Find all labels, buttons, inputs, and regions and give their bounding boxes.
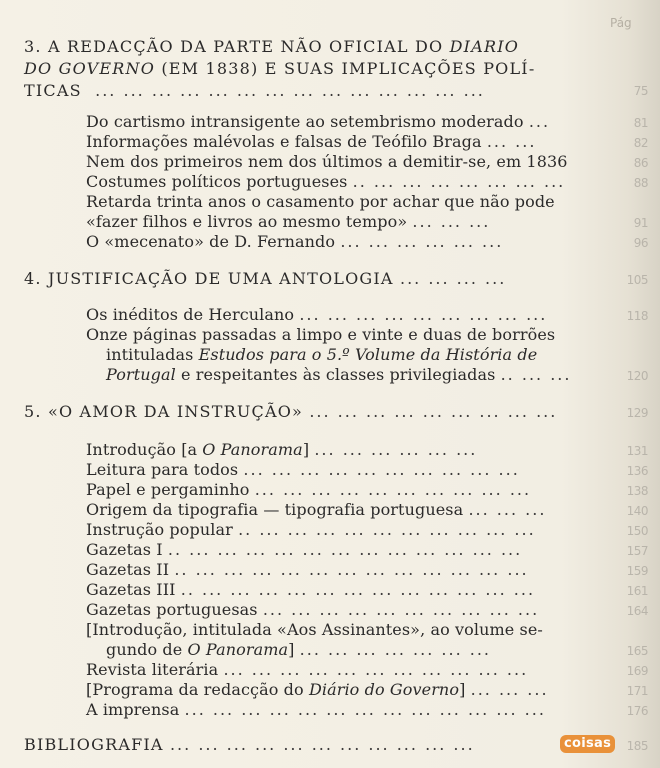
entry-title: Onze páginas passadas a limpo e vinte e duas de borrões [86,325,556,344]
entry-title: Costumes políticos portugueses [86,172,348,191]
section-title: TICAS [24,81,82,100]
toc-entry [86,539,522,561]
page-number: 176 [626,704,648,718]
page-number: 131 [626,444,648,458]
leader-dots: ... ... ... ... ... ... ... ... ... ... [243,460,520,479]
entry-title-italic: O Panorama [187,640,289,659]
page-number: 120 [626,369,648,383]
entry-title: «fazer filhos e livros ao mesmo tempo» [86,212,408,231]
entry-title: Retarda trinta anos o casamento por achar que não pode [86,192,555,211]
toc-entry [86,151,568,173]
leader-dots: .. ... ... ... ... ... ... ... ... ... ... ... ... [167,540,523,559]
leader-dots: ... ... ... ... ... ... ... ... ... ... [262,600,540,619]
toc-entry [86,499,546,521]
page-number: 165 [626,644,648,658]
section-3-heading-line-3 [24,80,485,102]
toc-entry [86,479,531,501]
entry-title-italic: Estudos para o 5.º Volume da História de [198,345,538,364]
entry-title: ] [288,640,295,659]
page-number: 138 [626,484,648,498]
leader-dots: ... ... ... ... ... ... ... [299,640,491,659]
entry-title: [Introdução, intitulada «Aos Assinantes», ao volume se- [86,620,543,639]
leader-dots: ... ... ... ... ... ... ... ... ... ... ... [223,660,529,679]
section-title: «O AMOR DA INSTRUÇÃO» [47,402,304,421]
leader-dots: ... ... ... ... [399,269,507,288]
leader-dots: ... ... ... ... ... ... ... ... ... [299,305,548,324]
entry-title: gundo de [106,640,183,659]
section-title: A REDACÇÃO DA PARTE NÃO OFICIAL DO [47,37,444,56]
entry-title: e respeitantes às classes privilegiadas [181,365,496,384]
toc-entry [86,519,536,541]
entry-title: ] [302,440,310,459]
leader-dots: ... ... [486,132,537,151]
leader-dots: .. ... ... ... ... ... ... ... ... ... ... ... ... [180,580,536,599]
watermark-logo: coisas [560,735,615,753]
entry-title: Do cartismo intransigente ao setembrismo moderado [86,112,524,131]
section-4-heading [24,268,506,290]
page-number: 88 [633,176,648,190]
entry-title: Gazetas I [86,540,163,559]
toc-entry [86,679,549,701]
page-number: 140 [626,504,648,518]
toc-entry [86,459,520,481]
page-number: 157 [626,544,648,558]
toc-entry [86,304,547,326]
section-title-italic: DO GOVERNO [24,59,156,78]
leader-dots: ... ... ... ... ... ... ... ... ... ... ... ... ... ... [88,81,485,100]
toc-entry [86,659,528,681]
section-title: JUSTIFICAÇÃO DE UMA ANTOLOGIA [47,269,394,288]
page-number: 81 [633,116,648,130]
leader-dots: .. ... ... ... ... ... ... ... ... ... ... ... ... [174,560,529,579]
toc-entry [86,439,477,461]
entry-title-italic: O Panorama [202,440,303,459]
page-number: 118 [626,309,648,323]
toc-entry-continuation [106,364,571,386]
entry-title: [Programa da redacção do [86,680,304,699]
toc-entry [86,619,543,641]
entry-title: Gazetas II [86,560,170,579]
bibliography-heading [24,734,475,756]
entry-title: Leitura para todos [86,460,239,479]
page-number: 171 [626,684,648,698]
section-5-heading [24,401,557,423]
toc-entry [86,191,555,213]
toc-entry [86,599,539,621]
toc-entry [86,559,529,581]
entry-title: ] [459,680,466,699]
entry-title: Introdução [a [86,440,198,459]
leader-dots: .. ... ... ... ... ... ... ... ... ... ... [238,520,536,539]
section-number: 4. [24,269,42,288]
section-title-italic: DIARIO [449,37,520,56]
toc-entry-continuation [106,639,491,661]
entry-title: Instrução popular [86,520,233,539]
toc-entry [86,111,550,133]
page-number: 82 [633,136,648,150]
page-number: 105 [626,273,648,287]
page-number: 136 [626,464,648,478]
page-number: 96 [633,236,648,250]
page-number: 159 [626,564,648,578]
leader-dots: ... ... ... ... ... ... [314,440,478,459]
section-3-heading-line-2 [24,58,535,80]
toc-entry [86,231,503,253]
page-number: 150 [626,524,648,538]
leader-dots: ... ... ... ... ... ... ... ... ... ... [254,480,532,499]
section-3-heading-line-1 [24,36,519,58]
page-column-label: Pág [610,16,632,30]
section-title: (EM 1838) E SUAS IMPLICAÇÕES POLÍ- [161,59,536,78]
toc-entry [86,324,555,346]
section-number: 5. [24,402,42,421]
page-number: 86 [633,156,648,170]
leader-dots: ... ... ... [470,680,549,699]
toc-entry [86,131,536,153]
entry-title: Gazetas portuguesas [86,600,258,619]
entry-title: Papel e pergaminho [86,480,250,499]
leader-dots: ... ... ... [412,212,491,231]
entry-title: Gazetas III [86,580,176,599]
entry-title: A imprensa [86,700,180,719]
page-number: 75 [633,84,648,98]
leader-dots: .. ... ... [500,365,572,384]
section-number: 3. [24,37,42,56]
entry-title: intituladas [106,345,194,364]
page-number: 91 [633,216,648,230]
entry-title: Informações malévolas e falsas de Teófilo Braga [86,132,482,151]
toc-entry [86,579,535,601]
entry-title: Origem da tipografia — tipografia portuguesa [86,500,464,519]
leader-dots: ... ... ... ... ... ... ... ... ... ... ... ... ... [184,700,546,719]
page-number: 169 [626,664,648,678]
leader-dots: ... [528,112,551,131]
leader-dots: ... ... ... ... ... ... ... ... ... ... ... [169,735,475,754]
leader-dots: ... ... ... [468,500,547,519]
page-number: 161 [626,584,648,598]
entry-title-italic: Portugal [106,365,176,384]
toc-entry [86,699,546,721]
entry-title: Revista literária [86,660,219,679]
entry-title: Nem dos primeiros nem dos últimos a demitir-se, em 1836 [86,152,568,171]
entry-title-italic: Diário do Governo [308,680,460,699]
toc-entry-continuation [106,344,537,366]
toc-entry [86,211,490,233]
page-number: 164 [626,604,648,618]
leader-dots: ... ... ... ... ... ... [340,232,504,251]
toc-entry [86,171,565,193]
page-number: 185 [626,739,648,753]
entry-title: Os inéditos de Herculano [86,305,295,324]
entry-title: O «mecenato» de D. Fernando [86,232,336,251]
section-title: BIBLIOGRAFIA [24,735,164,754]
leader-dots: ... ... ... ... ... ... ... ... ... [309,402,558,421]
leader-dots: .. ... ... ... ... ... ... ... [352,172,566,191]
page-number: 129 [626,406,648,420]
